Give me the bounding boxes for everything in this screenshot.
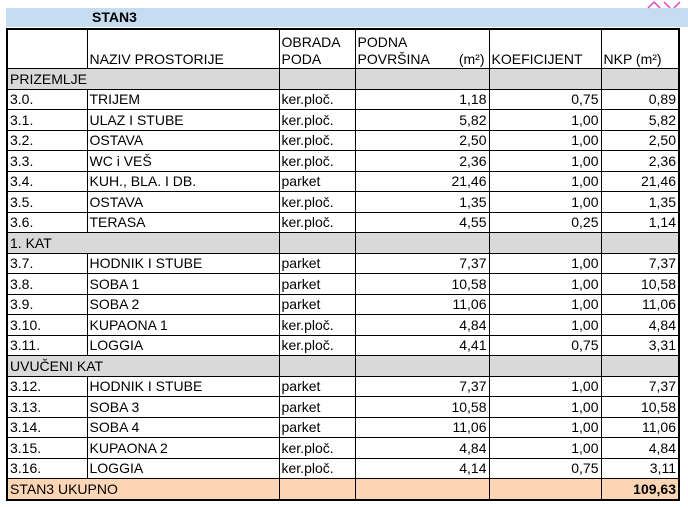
section-empty-cell xyxy=(601,356,679,377)
table-row xyxy=(7,110,679,131)
header-floor-finish xyxy=(279,29,355,69)
header-area-line2: POVRŠINA xyxy=(357,51,430,67)
room-area-table xyxy=(6,28,680,501)
section-empty-cell xyxy=(489,69,601,90)
cell-floor-finish: parket xyxy=(279,417,355,438)
cell-code: 3.9. xyxy=(7,294,87,315)
section-empty-cell xyxy=(279,356,355,377)
table-row xyxy=(7,253,679,274)
table-row xyxy=(7,458,679,479)
cell-coefficient: 1,00 xyxy=(489,274,601,295)
cell-coefficient: 1,00 xyxy=(489,151,601,172)
table-row xyxy=(7,315,679,336)
cell-floor-area: 4,14 xyxy=(355,458,489,479)
cell-floor-area: 2,36 xyxy=(355,151,489,172)
cell-floor-finish: parket xyxy=(279,294,355,315)
cell-floor-area: 7,37 xyxy=(355,376,489,397)
cell-coefficient: 1,00 xyxy=(489,253,601,274)
header-room-name: NAZIV PROSTORIJE xyxy=(87,29,279,69)
cell-floor-area: 7,37 xyxy=(355,253,489,274)
cell-nkp: 2,50 xyxy=(601,130,679,151)
cell-floor-finish: ker.ploč. xyxy=(279,315,355,336)
header-area-unit: (m²) xyxy=(458,51,485,67)
cell-coefficient: 1,00 xyxy=(489,110,601,131)
table-row xyxy=(7,335,679,356)
cell-nkp: 10,58 xyxy=(601,397,679,418)
cell-floor-finish: ker.ploč. xyxy=(279,89,355,110)
cell-room-name: LOGGIA xyxy=(87,335,279,356)
table-row xyxy=(7,294,679,315)
section-empty-cell xyxy=(489,233,601,254)
cell-room-name: LOGGIA xyxy=(87,458,279,479)
header-row xyxy=(7,29,679,69)
cell-code: 3.13. xyxy=(7,397,87,418)
cell-room-name: KUPAONA 1 xyxy=(87,315,279,336)
title-bar xyxy=(6,8,604,27)
cell-code: 3.12. xyxy=(7,376,87,397)
cell-floor-finish: parket xyxy=(279,376,355,397)
cell-floor-area: 2,50 xyxy=(355,130,489,151)
corner-decoration-icon xyxy=(646,0,686,10)
cell-floor-finish: ker.ploč. xyxy=(279,335,355,356)
section-row xyxy=(7,356,679,377)
cell-room-name: WC i VEŠ xyxy=(87,151,279,172)
table-row xyxy=(7,417,679,438)
cell-floor-area: 1,35 xyxy=(355,192,489,213)
table-row xyxy=(7,192,679,213)
table-row xyxy=(7,151,679,172)
cell-code: 3.16. xyxy=(7,458,87,479)
cell-nkp: 1,35 xyxy=(601,192,679,213)
section-label: 1. KAT xyxy=(7,233,279,254)
cell-coefficient: 1,00 xyxy=(489,130,601,151)
table-row xyxy=(7,438,679,459)
cell-room-name: KUPAONA 2 xyxy=(87,438,279,459)
cell-room-name: SOBA 3 xyxy=(87,397,279,418)
cell-coefficient: 1,00 xyxy=(489,171,601,192)
cell-floor-area: 4,84 xyxy=(355,438,489,459)
section-empty-cell xyxy=(601,69,679,90)
cell-code: 3.8. xyxy=(7,274,87,295)
cell-nkp: 10,58 xyxy=(601,274,679,295)
section-empty-cell xyxy=(279,233,355,254)
cell-nkp: 2,36 xyxy=(601,151,679,172)
cell-floor-area: 4,84 xyxy=(355,315,489,336)
cell-floor-area: 4,41 xyxy=(355,335,489,356)
cell-floor-finish: ker.ploč. xyxy=(279,151,355,172)
table-row xyxy=(7,171,679,192)
cell-floor-finish: ker.ploč. xyxy=(279,438,355,459)
total-empty-cell xyxy=(279,479,355,500)
cell-nkp: 7,37 xyxy=(601,253,679,274)
header-floor-area xyxy=(355,29,489,69)
cell-coefficient: 1,00 xyxy=(489,417,601,438)
title-bar-extension xyxy=(604,8,688,27)
cell-coefficient: 1,00 xyxy=(489,397,601,418)
section-label: UVUČENI KAT xyxy=(7,356,279,377)
section-empty-cell xyxy=(279,69,355,90)
total-empty-cell xyxy=(355,479,489,500)
cell-code: 3.6. xyxy=(7,212,87,233)
cell-room-name: HODNIK I STUBE xyxy=(87,376,279,397)
section-empty-cell xyxy=(489,356,601,377)
cell-nkp: 3,31 xyxy=(601,335,679,356)
cell-room-name: HODNIK I STUBE xyxy=(87,253,279,274)
cell-floor-area: 21,46 xyxy=(355,171,489,192)
cell-room-name: SOBA 4 xyxy=(87,417,279,438)
cell-code: 3.2. xyxy=(7,130,87,151)
cell-coefficient: 0,75 xyxy=(489,335,601,356)
cell-coefficient: 1,00 xyxy=(489,294,601,315)
header-area-line1: PODNA xyxy=(357,34,408,50)
cell-code: 3.10. xyxy=(7,315,87,336)
cell-code: 3.15. xyxy=(7,438,87,459)
cell-room-name: TRIJEM xyxy=(87,89,279,110)
cell-floor-finish: ker.ploč. xyxy=(279,130,355,151)
cell-coefficient: 1,00 xyxy=(489,438,601,459)
cell-code: 3.11. xyxy=(7,335,87,356)
cell-coefficient: 0,25 xyxy=(489,212,601,233)
cell-floor-area: 1,18 xyxy=(355,89,489,110)
cell-floor-area: 11,06 xyxy=(355,417,489,438)
cell-room-name: SOBA 1 xyxy=(87,274,279,295)
section-row xyxy=(7,233,679,254)
cell-floor-area: 10,58 xyxy=(355,274,489,295)
cell-floor-area: 5,82 xyxy=(355,110,489,131)
total-row xyxy=(7,479,679,500)
total-empty-cell xyxy=(489,479,601,500)
cell-nkp: 7,37 xyxy=(601,376,679,397)
cell-code: 3.4. xyxy=(7,171,87,192)
cell-floor-finish: ker.ploč. xyxy=(279,212,355,233)
section-empty-cell xyxy=(355,69,489,90)
cell-code: 3.5. xyxy=(7,192,87,213)
cell-nkp: 4,84 xyxy=(601,315,679,336)
cell-code: 3.1. xyxy=(7,110,87,131)
section-empty-cell xyxy=(355,233,489,254)
cell-floor-area: 4,55 xyxy=(355,212,489,233)
cell-coefficient: 0,75 xyxy=(489,458,601,479)
sheet-title: STAN3 xyxy=(92,9,137,25)
cell-coefficient: 1,00 xyxy=(489,376,601,397)
cell-floor-finish: parket xyxy=(279,171,355,192)
cell-floor-finish: parket xyxy=(279,253,355,274)
cell-coefficient: 1,00 xyxy=(489,192,601,213)
cell-floor-finish: parket xyxy=(279,274,355,295)
cell-coefficient: 1,00 xyxy=(489,315,601,336)
section-empty-cell xyxy=(601,233,679,254)
cell-nkp: 11,06 xyxy=(601,417,679,438)
cell-room-name: TERASA xyxy=(87,212,279,233)
table-row xyxy=(7,397,679,418)
table-row xyxy=(7,212,679,233)
cell-nkp: 1,14 xyxy=(601,212,679,233)
header-coefficient: KOEFICIJENT xyxy=(489,29,601,69)
section-row xyxy=(7,69,679,90)
table-row xyxy=(7,274,679,295)
cell-code: 3.14. xyxy=(7,417,87,438)
table-row xyxy=(7,89,679,110)
cell-room-name: OSTAVA xyxy=(87,130,279,151)
cell-nkp: 21,46 xyxy=(601,171,679,192)
cell-nkp: 11,06 xyxy=(601,294,679,315)
cell-room-name: OSTAVA xyxy=(87,192,279,213)
cell-floor-finish: parket xyxy=(279,397,355,418)
cell-floor-finish: ker.ploč. xyxy=(279,192,355,213)
table-row xyxy=(7,376,679,397)
cell-nkp: 3,11 xyxy=(601,458,679,479)
cell-nkp: 4,84 xyxy=(601,438,679,459)
cell-room-name: KUH., BLA. I DB. xyxy=(87,171,279,192)
header-nkp: NKP (m²) xyxy=(601,29,679,69)
header-code xyxy=(7,29,87,69)
section-label: PRIZEMLJE xyxy=(7,69,279,90)
cell-room-name: SOBA 2 xyxy=(87,294,279,315)
header-floor-line1: OBRADA xyxy=(281,34,341,50)
cell-floor-area: 11,06 xyxy=(355,294,489,315)
table-row xyxy=(7,130,679,151)
cell-coefficient: 0,75 xyxy=(489,89,601,110)
cell-room-name: ULAZ I STUBE xyxy=(87,110,279,131)
cell-nkp: 0,89 xyxy=(601,89,679,110)
header-floor-line2: PODA xyxy=(281,51,322,67)
cell-code: 3.7. xyxy=(7,253,87,274)
cell-floor-finish: ker.ploč. xyxy=(279,458,355,479)
section-empty-cell xyxy=(355,356,489,377)
total-label: STAN3 UKUPNO xyxy=(7,479,279,500)
cell-code: 3.0. xyxy=(7,89,87,110)
total-nkp: 109,63 xyxy=(601,479,679,500)
cell-nkp: 5,82 xyxy=(601,110,679,131)
cell-floor-area: 10,58 xyxy=(355,397,489,418)
cell-floor-finish: ker.ploč. xyxy=(279,110,355,131)
cell-code: 3.3. xyxy=(7,151,87,172)
